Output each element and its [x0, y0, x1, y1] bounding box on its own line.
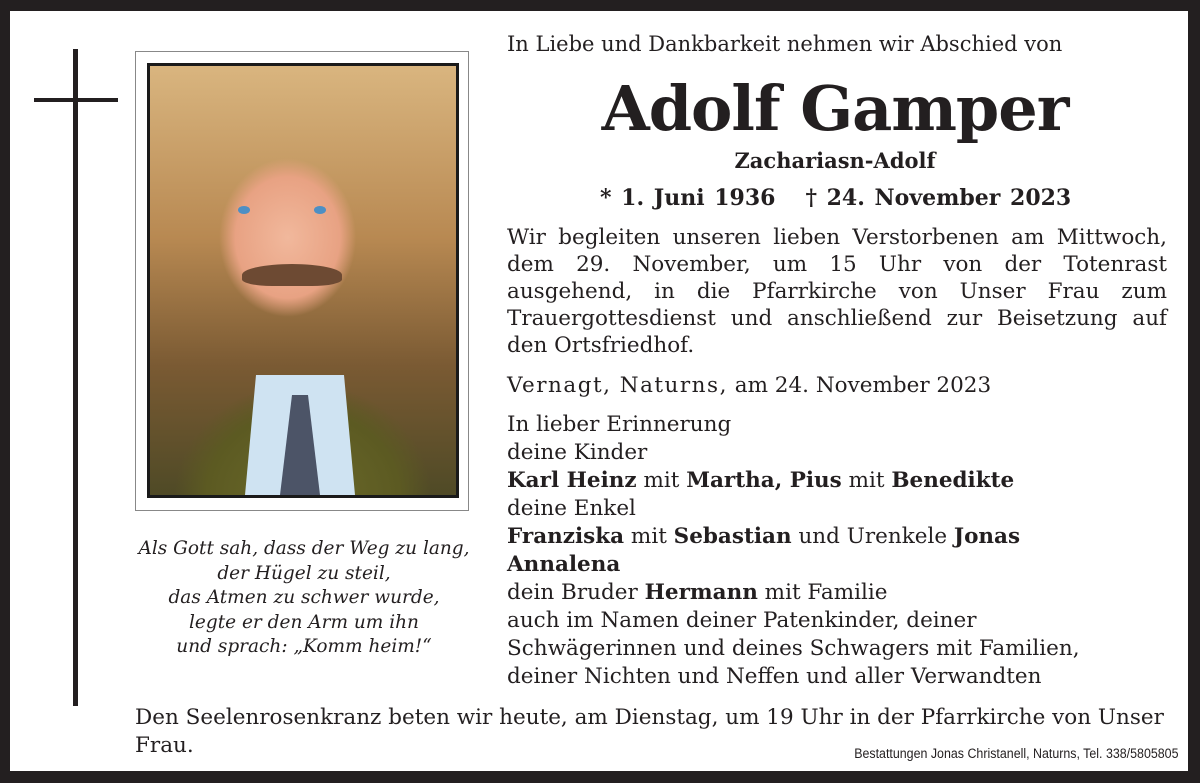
- verse-line: Als Gott sah, dass der Weg zu lang,: [138, 538, 470, 559]
- funeral-details: Wir begleiten unseren lieben Verstorbenen am Mittwoch, dem 29. November, um 15 Uhr von der Totenrast ausgehend, in die Pfarrkirche von Unser Frau zum Trauergottesdienst und anschließend zur Beisetzung auf den Ortsfriedhof.: [507, 225, 1167, 358]
- birth-date: * 1. Juni 1936: [600, 185, 776, 211]
- portrait-photo: [147, 63, 459, 498]
- rosary-notice: Den Seelenrosenkranz beten wir heute, am Dienstag, um 19 Uhr in der Pfarrkirche von Unser Frau.: [135, 705, 1164, 758]
- connector: mit Familie: [757, 580, 888, 605]
- date: am 24. November 2023: [734, 373, 992, 398]
- child-name: Benedikte: [891, 468, 1015, 493]
- mourners-line: auch im Namen deiner Patenkinder, deiner: [507, 608, 977, 633]
- cross-icon: [73, 49, 78, 706]
- mourners-line: deiner Nichten und Neffen und aller Verwandten: [507, 664, 1042, 689]
- deceased-name: Adolf Gamper: [601, 72, 1069, 145]
- eye-shape: [314, 206, 326, 214]
- nickname: Zachariasn-Adolf: [734, 148, 936, 173]
- brother-name: Hermann: [644, 580, 758, 605]
- connector: und Urenkele: [791, 524, 954, 549]
- intro-text: In Liebe und Dankbarkeit nehmen wir Abschied von: [507, 32, 1063, 56]
- place: Vernagt, Naturns,: [507, 373, 728, 398]
- eye-shape: [238, 206, 250, 214]
- great-grandchild-name: Jonas: [953, 524, 1021, 549]
- mourners-line: deine Kinder: [507, 440, 648, 465]
- mourners-brother: [507, 579, 1080, 607]
- verse-line: und sprach: „Komm heim!“: [176, 636, 432, 657]
- connector: dein Bruder: [507, 580, 645, 605]
- mourners-line: Schwägerinnen und deines Schwagers mit Familien,: [507, 636, 1080, 661]
- verse-line: legte er den Arm um ihn: [189, 611, 419, 633]
- death-date: † 24. November 2023: [805, 185, 1072, 211]
- connector: mit: [841, 468, 892, 493]
- mourners-list: [507, 411, 1080, 691]
- verse-line: das Atmen zu schwer wurde,: [168, 587, 440, 608]
- mustache-shape: [242, 264, 342, 286]
- child-name: Martha, Pius: [686, 468, 842, 493]
- mourners-line: In lieber Erinnerung: [507, 412, 732, 437]
- connector: mit: [636, 468, 687, 493]
- great-grandchild-name: Annalena: [507, 552, 621, 577]
- mourners-line: deine Enkel: [507, 496, 636, 521]
- connector: mit: [624, 524, 674, 549]
- undertaker-info: Bestattungen Jonas Christanell, Naturns, Tel. 338/5805805: [853, 746, 1178, 761]
- verse-line: der Hügel zu steil,: [217, 562, 391, 584]
- child-name: Karl Heinz: [507, 468, 637, 493]
- verse: [120, 537, 488, 660]
- place-date: [507, 373, 991, 398]
- life-dates: [600, 185, 1070, 211]
- grandchild-name: Sebastian: [673, 524, 792, 549]
- cross-icon-bar: [34, 98, 118, 102]
- grandchild-name: Franziska: [507, 524, 625, 549]
- mourners-grandchildren: [507, 523, 1080, 551]
- mourners-children: [507, 467, 1080, 495]
